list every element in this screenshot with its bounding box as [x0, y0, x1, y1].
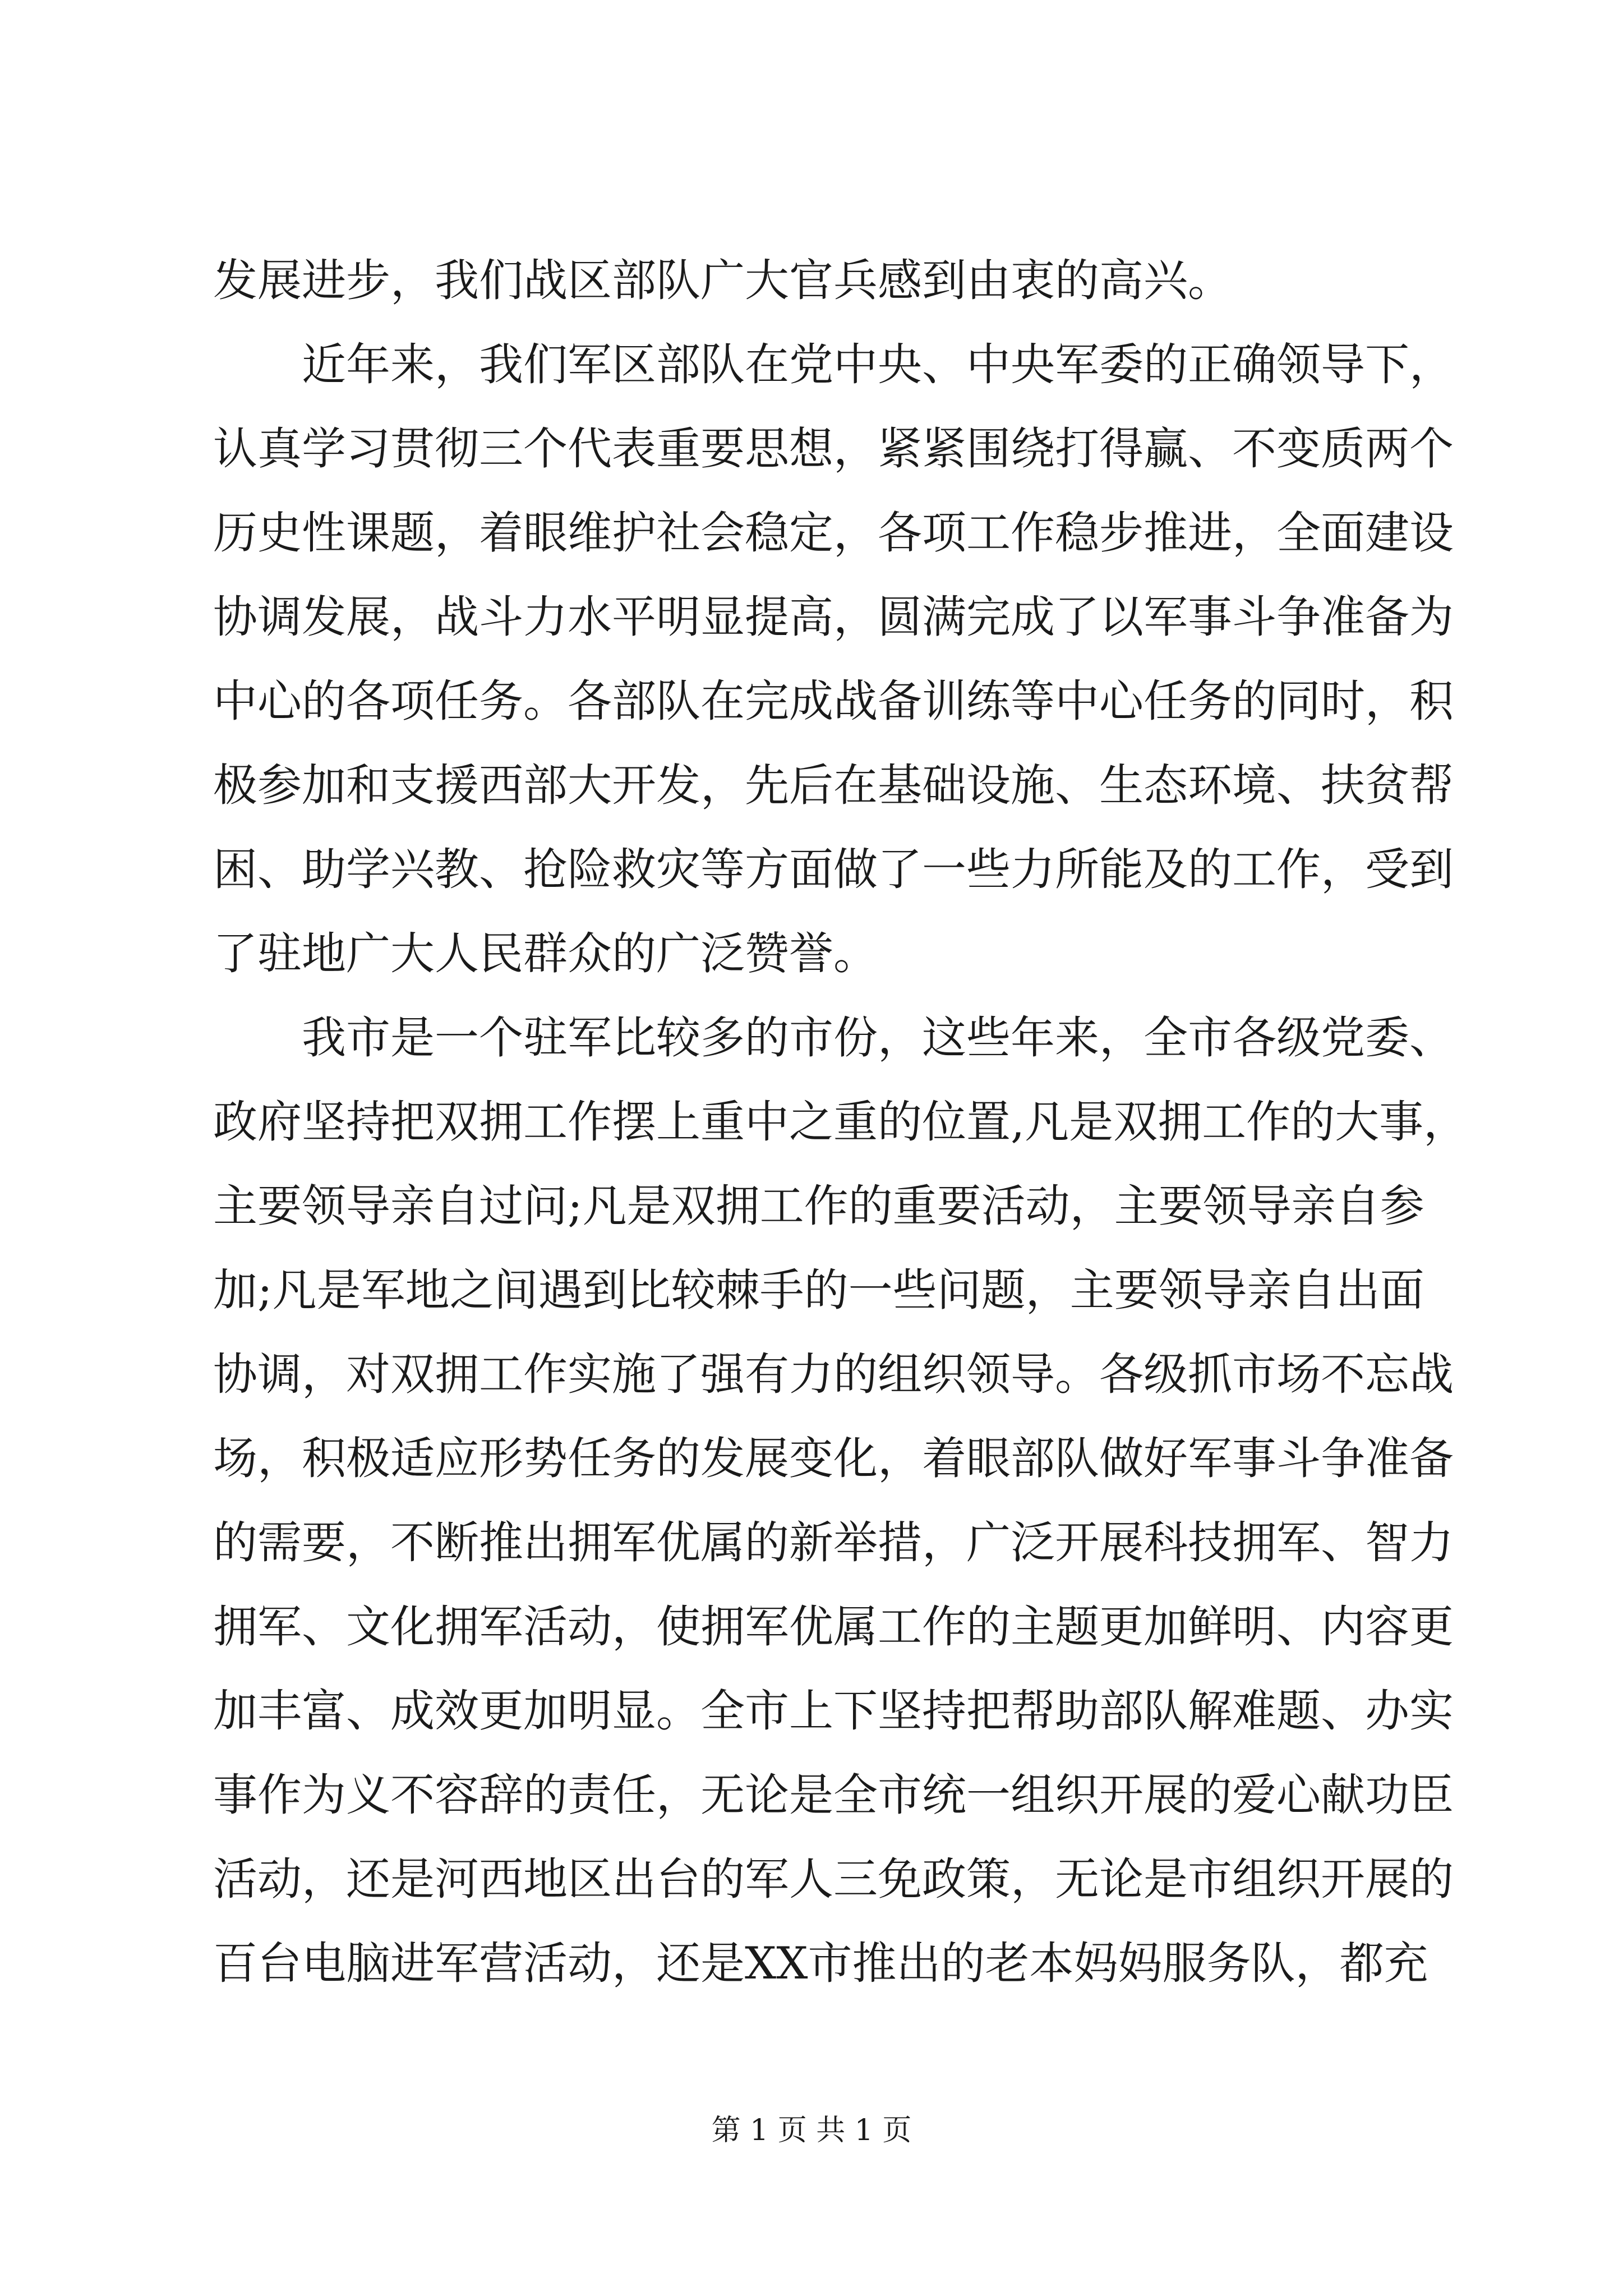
text-line: 协调发展，战斗力水平明显提高，圆满完成了以军事斗争准备为 [213, 591, 1454, 643]
document-body [213, 238, 1468, 2005]
text-line: 拥军、文化拥军活动，使拥军优属工作的主题更加鲜明、内容更 [213, 1601, 1454, 1653]
text-line: 中心的各项任务。各部队在完成战备训练等中心任务的同时，积 [213, 675, 1454, 727]
text-line: 极参加和支援西部大开发，先后在基础设施、生态环境、扶贫帮 [213, 760, 1454, 811]
text-line: 加;凡是军地之间遇到比较棘手的一些问题，主要领导亲自出面 [213, 1264, 1424, 1316]
text-line: 百台电脑进军营活动，还是XX市推出的老本妈妈服务队，都充 [213, 1938, 1428, 1989]
text-line: 活动，还是河西地区出台的军人三免政策，无论是市组织开展的 [213, 1853, 1454, 1905]
text-line: 政府坚持把双拥工作摆上重中之重的位置,凡是双拥工作的大事， [213, 1096, 1468, 1148]
text-line: 发展进步，我们战区部队广大官兵感到由衷的高兴。 [213, 255, 1232, 306]
text-line: 近年来，我们军区部队在党中央、中央军委的正确领导下， [302, 339, 1454, 390]
text-line: 加丰富、成效更加明显。全市上下坚持把帮助部队解难题、办实 [213, 1685, 1454, 1737]
text-line: 困、助学兴教、抢险救灾等方面做了一些力所能及的工作，受到 [213, 844, 1454, 895]
text-line: 历史性课题，着眼维护社会稳定，各项工作稳步推进，全面建设 [213, 507, 1454, 559]
text-line: 我市是一个驻军比较多的市份，这些年来，全市各级党委、 [302, 1012, 1454, 1064]
text-line: 的需要，不断推出拥军优属的新举措，广泛开展科技拥军、智力 [213, 1517, 1454, 1568]
text-line: 事作为义不容辞的责任，无论是全市统一组织开展的爱心献功臣 [213, 1769, 1454, 1821]
text-line: 协调，对双拥工作实施了强有力的组织领导。各级抓市场不忘战 [213, 1349, 1454, 1400]
page-footer: 第 1 页 共 1 页 [711, 2114, 912, 2147]
text-line: 了驻地广大人民群众的广泛赞誉。 [213, 928, 878, 979]
text-line: 主要领导亲自过问;凡是双拥工作的重要活动，主要领导亲自参 [213, 1180, 1424, 1232]
text-line: 认真学习贯彻三个代表重要思想，紧紧围绕打得赢、不变质两个 [213, 423, 1454, 475]
text-line: 场，积极适应形势任务的发展变化，着眼部队做好军事斗争准备 [213, 1433, 1454, 1484]
